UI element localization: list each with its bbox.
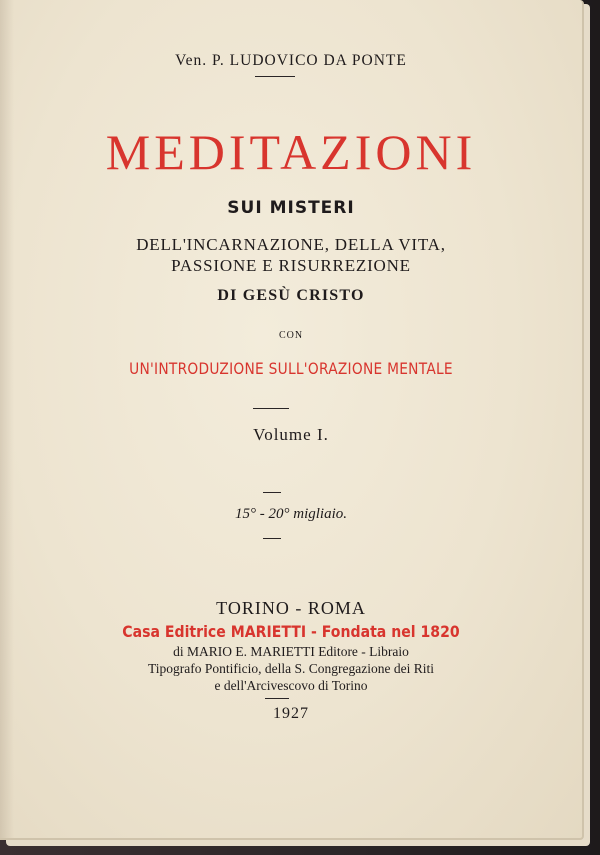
print-run-text: 15° - 20° migliaio. xyxy=(235,506,347,522)
printer-line-1: di MARIO E. MARIETTI Editore - Libraio xyxy=(173,644,409,659)
subtitle-line-4: DI GESÙ CRISTO xyxy=(217,287,365,304)
printer-line-3: e dell'Arcivescovo di Torino xyxy=(214,678,368,693)
introduction-line: UN'INTRODUZIONE SULL'ORAZIONE MENTALE xyxy=(129,359,453,378)
divider-rule xyxy=(263,492,281,493)
volume-label: Volume I. xyxy=(253,425,329,444)
author-name: Ven. P. LUDOVICO DA PONTE xyxy=(175,52,407,69)
printer-line-2: Tipografo Pontificio, della S. Congregazione dei Riti xyxy=(148,661,434,676)
book-title: MEDITAZIONI xyxy=(105,124,477,180)
publisher-city: TORINO - ROMA xyxy=(216,598,366,618)
subtitle-line-3: PASSIONE E RISURREZIONE xyxy=(171,256,411,275)
divider-rule xyxy=(255,76,295,77)
conjunction-text: CON xyxy=(278,330,304,341)
subtitle-line-2: DELL'INCARNAZIONE, DELLA VITA, xyxy=(136,235,446,254)
subtitle-line-1: SUI MISTERI xyxy=(227,198,355,218)
divider-rule xyxy=(253,408,289,409)
divider-rule xyxy=(265,698,289,699)
publisher-name: Casa Editrice MARIETTI - Fondata nel 1820 xyxy=(122,622,460,641)
publication-year: 1927 xyxy=(273,705,309,722)
divider-rule xyxy=(263,538,281,539)
